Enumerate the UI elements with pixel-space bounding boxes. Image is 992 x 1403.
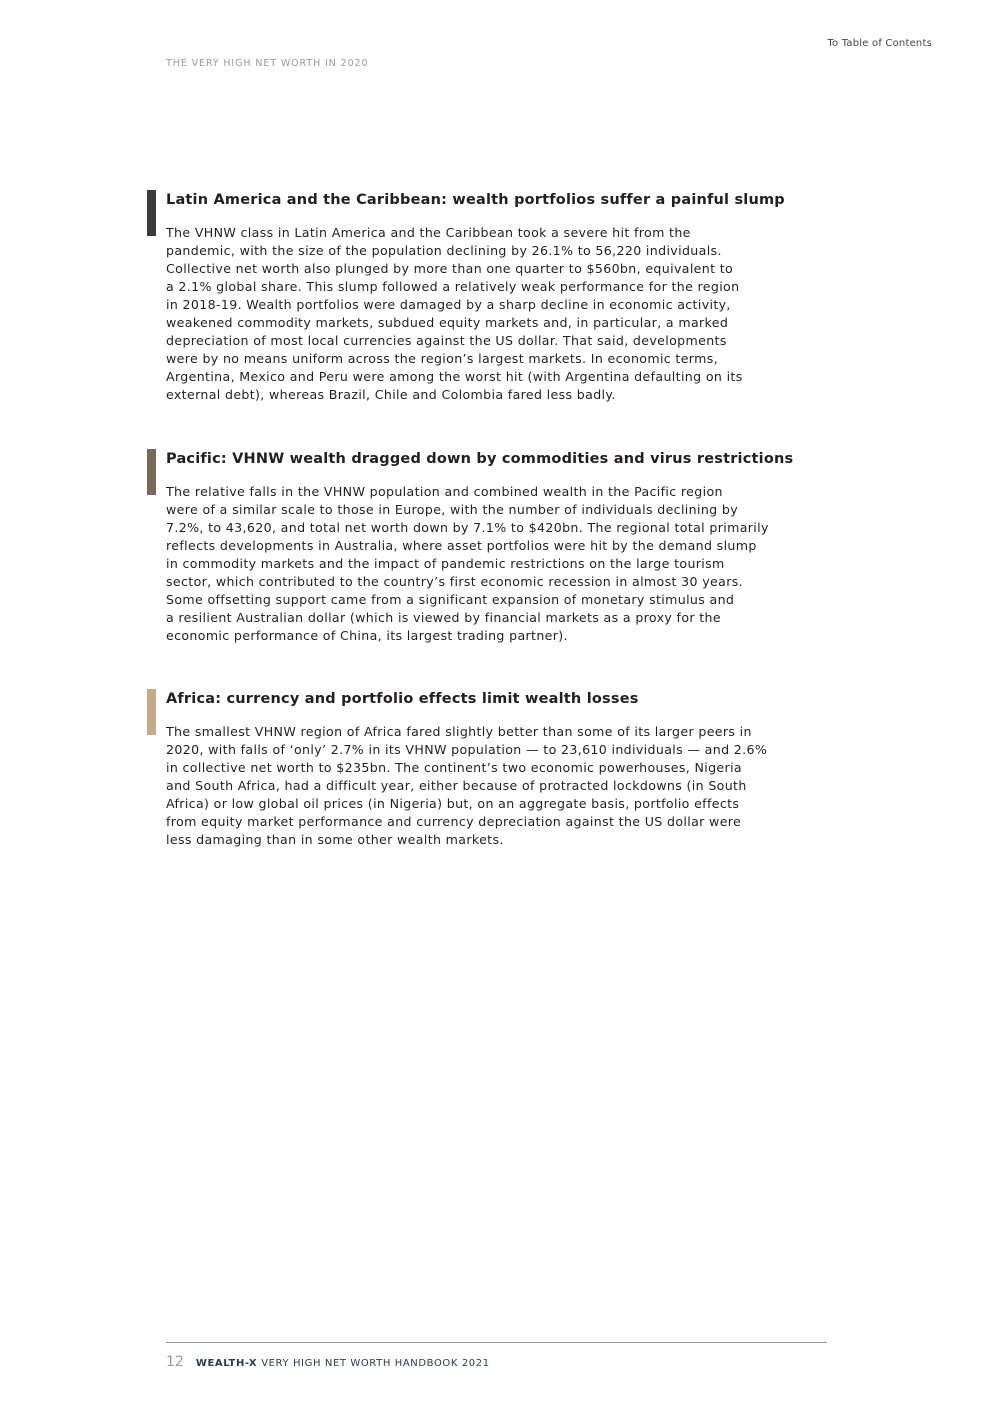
section-pacific xyxy=(166,449,826,645)
body-line: The relative falls in the VHNW population and combined wealth in the Pacific region xyxy=(166,484,723,499)
footer-handbook-title: VERY HIGH NET WORTH HANDBOOK 2021 xyxy=(261,1358,490,1369)
body-line: in 2018-19. Wealth portfolios were damaged by a sharp decline in economic activity, xyxy=(166,297,731,312)
running-header: THE VERY HIGH NET WORTH IN 2020 xyxy=(166,58,369,69)
table-of-contents-link[interactable]: To Table of Contents xyxy=(827,38,932,49)
body-line: Argentina, Mexico and Peru were among the worst hit (with Argentina defaulting on its xyxy=(166,369,743,384)
body-line: 7.2%, to 43,620, and total net worth down by 7.1% to $420bn. The regional total primarily xyxy=(166,520,769,535)
body-line: economic performance of China, its largest trading partner). xyxy=(166,628,568,643)
body-line: in collective net worth to $235bn. The continent’s two economic powerhouses, Nigeria xyxy=(166,760,742,775)
body-line: Some offsetting support came from a significant expansion of monetary stimulus and xyxy=(166,592,735,607)
section-heading: Pacific: VHNW wealth dragged down by commodities and virus restrictions xyxy=(166,451,794,467)
body-line: less damaging than in some other wealth markets. xyxy=(166,832,504,847)
body-line: depreciation of most local currencies against the US dollar. That said, developments xyxy=(166,333,727,348)
body-line: The VHNW class in Latin America and the Caribbean took a severe hit from the xyxy=(166,225,691,240)
section-body xyxy=(166,483,826,645)
body-line: The smallest VHNW region of Africa fared slightly better than some of its larger peers in xyxy=(166,724,752,739)
body-line: reflects developments in Australia, where asset portfolios were hit by the demand slump xyxy=(166,538,757,553)
page-number: 12 xyxy=(166,1354,184,1370)
section-africa xyxy=(166,689,826,849)
section-latin-america xyxy=(166,190,826,404)
body-line: a resilient Australian dollar (which is viewed by financial markets as a proxy for the xyxy=(166,610,721,625)
body-line: were of a similar scale to those in Europe, with the number of individuals declining by xyxy=(166,502,738,517)
section-heading: Africa: currency and portfolio effects limit wealth losses xyxy=(166,691,639,707)
section-body xyxy=(166,723,826,849)
section-accent-bar xyxy=(147,449,156,495)
body-line: a 2.1% global share. This slump followed a relatively weak performance for the region xyxy=(166,279,740,294)
section-accent-bar xyxy=(147,190,156,236)
body-line: weakened commodity markets, subdued equity markets and, in particular, a marked xyxy=(166,315,729,330)
body-line: were by no means uniform across the region’s largest markets. In economic terms, xyxy=(166,351,718,366)
body-line: in commodity markets and the impact of pandemic restrictions on the large tourism xyxy=(166,556,725,571)
section-body xyxy=(166,224,826,404)
body-line: Collective net worth also plunged by more than one quarter to $560bn, equivalent to xyxy=(166,261,734,276)
body-line: Africa) or low global oil prices (in Nigeria) but, on an aggregate basis, portfolio effects xyxy=(166,796,740,811)
section-heading: Latin America and the Caribbean: wealth portfolios suffer a painful slump xyxy=(166,192,785,208)
body-line: external debt), whereas Brazil, Chile and Colombia fared less badly. xyxy=(166,387,616,402)
footer-brand: WEALTH-X xyxy=(195,1358,258,1369)
body-line: pandemic, with the size of the population declining by 26.1% to 56,220 individuals. xyxy=(166,243,722,258)
section-accent-bar xyxy=(147,689,156,735)
page-footer xyxy=(166,1354,490,1376)
body-line: 2020, with falls of ‘only’ 2.7% in its VHNW population — to 23,610 individuals — and 2.6% xyxy=(166,742,768,757)
body-line: and South Africa, had a difficult year, either because of protracted lockdowns (in South xyxy=(166,778,747,793)
body-line: from equity market performance and currency depreciation against the US dollar were xyxy=(166,814,742,829)
body-line: sector, which contributed to the country’s first economic recession in almost 30 years. xyxy=(166,574,743,589)
footer-divider xyxy=(166,1342,827,1343)
